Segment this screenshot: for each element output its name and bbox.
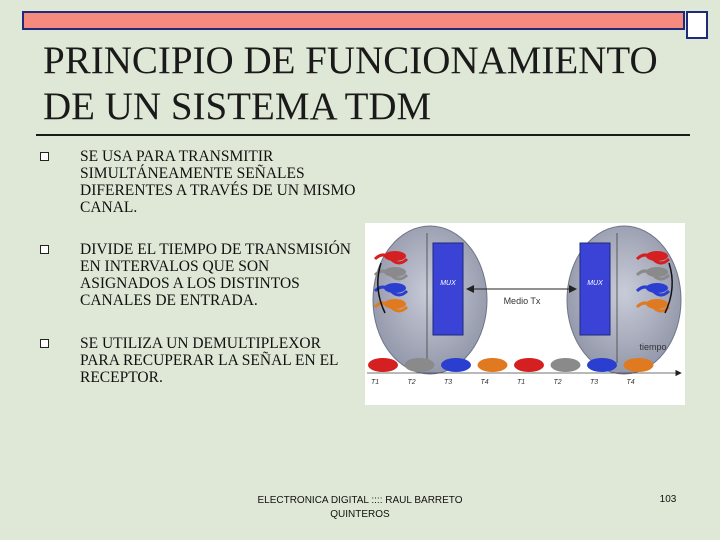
phone-icon-gray xyxy=(384,267,406,277)
time-slot xyxy=(624,358,654,372)
time-ticks xyxy=(371,379,635,386)
footer-author: ELECTRONICA DIGITAL :::: RAUL BARRETO QUINTEROS xyxy=(257,495,463,520)
bullet-item xyxy=(40,335,360,386)
phone-icon-orange xyxy=(384,299,406,309)
title-divider xyxy=(36,134,690,136)
channel-label: Medio Tx xyxy=(503,296,541,306)
time-slot-label: T1 xyxy=(517,379,526,386)
time-label: tiempo xyxy=(639,342,667,352)
time-slot-label: T3 xyxy=(590,379,599,386)
time-slot-label: T1 xyxy=(371,379,380,386)
mux-block-left xyxy=(433,243,463,335)
time-slot-label: T2 xyxy=(553,379,562,386)
mux-label-left: MUX xyxy=(440,280,456,287)
time-slot-strip xyxy=(368,358,654,372)
time-slot-label: T4 xyxy=(480,379,489,386)
tdm-diagram-svg xyxy=(365,223,685,405)
square-bullet-icon xyxy=(40,152,49,161)
phone-icon-red xyxy=(384,251,406,261)
bullet-text: SE UTILIZA UN DEMULTIPLEXOR PARA RECUPERAR LA SEÑAL EN EL RECEPTOR. xyxy=(80,335,338,386)
mux-label-right: MUX xyxy=(587,280,603,287)
time-slot-label: T3 xyxy=(444,379,453,386)
page-number: 103 xyxy=(659,494,677,505)
bullet-list xyxy=(40,148,360,386)
bullet-text: DIVIDE EL TIEMPO DE TRANSMISIÓN EN INTERVALOS QUE SON ASIGNADOS A LOS DISTINTOS CANALES DE ENTRADA. xyxy=(80,241,351,309)
tdm-diagram xyxy=(365,223,685,405)
bullet-text: SE USA PARA TRANSMITIR SIMULTÁNEAMENTE SEÑALES DIFERENTES A TRAVÉS DE UN MISMO CANAL. xyxy=(80,148,356,216)
header-accent-bar xyxy=(22,11,685,30)
time-slot-label: T4 xyxy=(626,379,635,386)
time-slot xyxy=(514,358,544,372)
square-bullet-icon xyxy=(40,339,49,348)
time-slot xyxy=(405,358,435,372)
time-slot xyxy=(368,358,398,372)
square-bullet-icon xyxy=(40,245,49,254)
bullet-item xyxy=(40,241,360,309)
time-slot xyxy=(478,358,508,372)
slide-title: PRINCIPIO DE FUNCIONAMIENTO DE UN SISTEMA TDM xyxy=(43,39,658,128)
phone-icon-blue xyxy=(646,283,668,293)
bullet-item xyxy=(40,148,360,216)
phone-icon-blue xyxy=(384,283,406,293)
time-slot-label: T2 xyxy=(407,379,416,386)
header-corner-box xyxy=(686,11,708,39)
time-slot xyxy=(587,358,617,372)
phone-icon-gray xyxy=(646,267,668,277)
time-slot xyxy=(441,358,471,372)
time-slot xyxy=(551,358,581,372)
mux-block-right xyxy=(580,243,610,335)
phone-icon-orange xyxy=(646,299,668,309)
phone-icon-red xyxy=(646,251,668,261)
